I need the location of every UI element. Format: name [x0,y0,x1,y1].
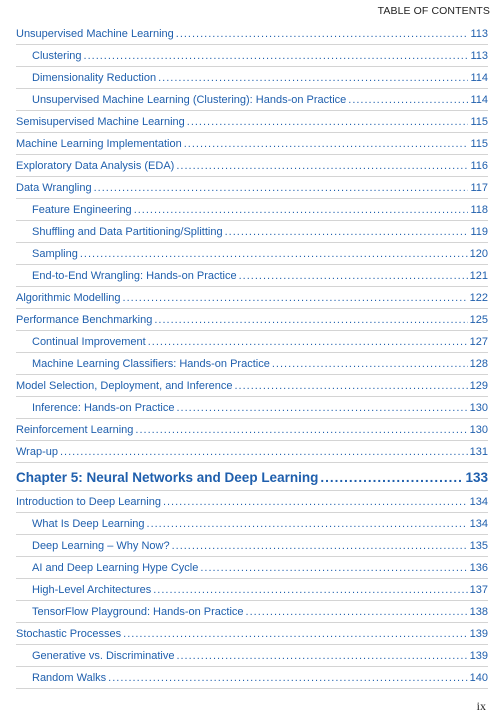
toc-entry-title: Shuffling and Data Partitioning/Splitting [32,226,223,238]
toc-entry-page: 129 [469,380,488,392]
entry-divider [16,330,488,331]
entry-divider [16,198,488,199]
toc-entry[interactable] [0,581,496,599]
toc-entry-title: End-to-End Wrangling: Hands-on Practice [32,270,237,282]
toc-entry-title: High-Level Architectures [32,584,152,596]
entry-divider [16,44,488,45]
toc-entry-title: Semisupervised Machine Learning [16,116,185,128]
toc-entry[interactable] [0,333,496,351]
toc-entry[interactable] [0,311,496,329]
toc-entry-page: 125 [469,314,488,326]
entry-divider [16,220,488,221]
dot-leader [187,113,469,131]
toc-entry-page: 128 [469,358,488,370]
entry-divider [16,264,488,265]
toc-entry-title: Data Wrangling [16,182,92,194]
toc-entry[interactable] [0,669,496,687]
entry-divider [16,666,488,667]
toc-entry-title: Stochastic Processes [16,628,122,640]
dot-leader [272,355,468,373]
toc-entry[interactable] [0,443,496,461]
dot-leader [348,91,468,109]
toc-entry-title: Deep Learning – Why Now? [32,540,170,552]
toc-entry-title: Exploratory Data Analysis (EDA) [16,160,175,172]
toc-entry-title: Sampling [32,248,78,260]
toc-entry-page: 131 [469,446,488,458]
dot-leader [153,581,467,599]
dot-leader [123,289,468,307]
toc-entry[interactable] [0,25,496,43]
dot-leader [176,25,469,43]
toc-entry[interactable] [0,245,496,263]
toc-entry-page: 115 [470,138,488,150]
toc-entry-page: 115 [470,116,488,128]
toc-entry-page: 120 [469,248,488,260]
dot-leader [123,625,467,643]
toc-entry-title: Dimensionality Reduction [32,72,157,84]
dot-leader [176,647,467,665]
entry-divider [16,242,488,243]
toc-entry[interactable] [0,69,496,87]
dot-leader [80,245,468,263]
toc-entry[interactable] [0,91,496,109]
toc-entry-page: 133 [465,470,488,485]
toc-entry[interactable] [0,113,496,131]
toc-entry-title: Performance Benchmarking [16,314,153,326]
dot-leader [163,493,468,511]
dot-leader [225,223,469,241]
toc-entry-page: 130 [469,424,488,436]
dot-leader [158,69,468,87]
dot-leader [108,669,467,687]
toc-entry-page: 113 [470,50,488,62]
entry-divider [16,374,488,375]
entry-divider [16,688,488,689]
entry-divider [16,418,488,419]
dot-leader [147,515,468,533]
toc-entry[interactable] [0,603,496,621]
toc-entry-page: 118 [470,204,488,216]
toc-entry-title: Chapter 5: Neural Networks and Deep Learning [16,470,319,485]
toc-entry[interactable] [0,267,496,285]
toc-entry-title: Machine Learning Classifiers: Hands-on Practice [32,358,270,370]
toc-entry-page: 134 [469,518,488,530]
entry-divider [16,462,488,463]
toc-entry-title: Generative vs. Discriminative [32,650,175,662]
entry-divider [16,622,488,623]
toc-entry-page: 130 [469,402,488,414]
toc-entry-page: 139 [469,650,488,662]
toc-entry[interactable] [0,289,496,307]
toc-entry[interactable] [0,559,496,577]
toc-chapter-entry[interactable] [0,467,496,489]
entry-divider [16,176,488,177]
toc-entry-title: Introduction to Deep Learning [16,496,161,508]
entry-divider [16,352,488,353]
dot-leader [135,421,467,439]
running-head: TABLE OF CONTENTS [377,5,490,17]
dot-leader [176,157,468,175]
toc-entry-title: Feature Engineering [32,204,132,216]
toc-entry-title: What Is Deep Learning [32,518,145,530]
toc-entry-page: 139 [469,628,488,640]
toc-entry[interactable] [0,493,496,511]
toc-entry-page: 114 [470,72,488,84]
toc-entry-page: 117 [470,182,488,194]
toc-entry[interactable] [0,47,496,65]
toc-entry-title: Unsupervised Machine Learning (Clustering): Hands-on Practice [32,94,347,106]
toc-entry-title: Continual Improvement [32,336,146,348]
entry-divider [16,66,488,67]
dot-leader [94,179,469,197]
toc-entry[interactable] [0,647,496,665]
toc-entry-page: 135 [469,540,488,552]
toc-entry[interactable] [0,377,496,395]
entry-divider [16,600,488,601]
toc-entry[interactable] [0,399,496,417]
toc-entry-title: Reinforcement Learning [16,424,134,436]
entry-divider [16,154,488,155]
toc-entry-title: Inference: Hands-on Practice [32,402,175,414]
dot-leader [246,603,468,621]
toc-entry-title: Machine Learning Implementation [16,138,182,150]
toc-entry-title: TensorFlow Playground: Hands-on Practice [32,606,244,618]
toc-entry-title: AI and Deep Learning Hype Cycle [32,562,199,574]
entry-divider [16,440,488,441]
dot-leader [134,201,469,219]
dot-leader [234,377,467,395]
toc-entry-title: Algorithmic Modelling [16,292,121,304]
toc-entry[interactable] [0,157,496,175]
entry-divider [16,132,488,133]
entry-divider [16,286,488,287]
toc-entry[interactable] [0,537,496,555]
entry-divider [16,490,488,491]
toc-entry-page: 113 [470,28,488,40]
dot-leader [320,467,463,489]
toc-entry-title: Model Selection, Deployment, and Inference [16,380,233,392]
entry-divider [16,512,488,513]
entry-divider [16,396,488,397]
page-number: ix [476,699,486,713]
toc-entry[interactable] [0,421,496,439]
toc-entry[interactable] [0,355,496,373]
dot-leader [60,443,468,461]
toc-entry-page: 136 [469,562,488,574]
dot-leader [184,135,469,153]
toc-entry-page: 127 [469,336,488,348]
toc-entry[interactable] [0,223,496,241]
entry-divider [16,534,488,535]
dot-leader [154,311,467,329]
entry-divider [16,308,488,309]
toc-entry-page: 134 [469,496,488,508]
toc-entry-title: Wrap-up [16,446,58,458]
dot-leader [200,559,467,577]
dot-leader [176,399,467,417]
dot-leader [239,267,468,285]
toc-entry-page: 138 [469,606,488,618]
toc-entry[interactable] [0,179,496,197]
toc-entry[interactable] [0,515,496,533]
toc-entry-page: 114 [470,94,488,106]
dot-leader [148,333,468,351]
toc-entry[interactable] [0,135,496,153]
toc-entry-page: 121 [469,270,488,282]
toc-entry-page: 140 [469,672,488,684]
toc-entry-page: 137 [469,584,488,596]
toc-entry-page: 116 [470,160,488,172]
entry-divider [16,88,488,89]
entry-divider [16,578,488,579]
toc-entry-title: Clustering [32,50,82,62]
toc-entry-title: Unsupervised Machine Learning [16,28,174,40]
dot-leader [172,537,468,555]
entry-divider [16,644,488,645]
toc-entry-page: 119 [470,226,488,238]
toc-entry[interactable] [0,201,496,219]
dot-leader [84,47,469,65]
entry-divider [16,556,488,557]
toc-entry[interactable] [0,625,496,643]
entry-divider [16,110,488,111]
toc-entry-title: Random Walks [32,672,107,684]
toc-entry-page: 122 [469,292,488,304]
